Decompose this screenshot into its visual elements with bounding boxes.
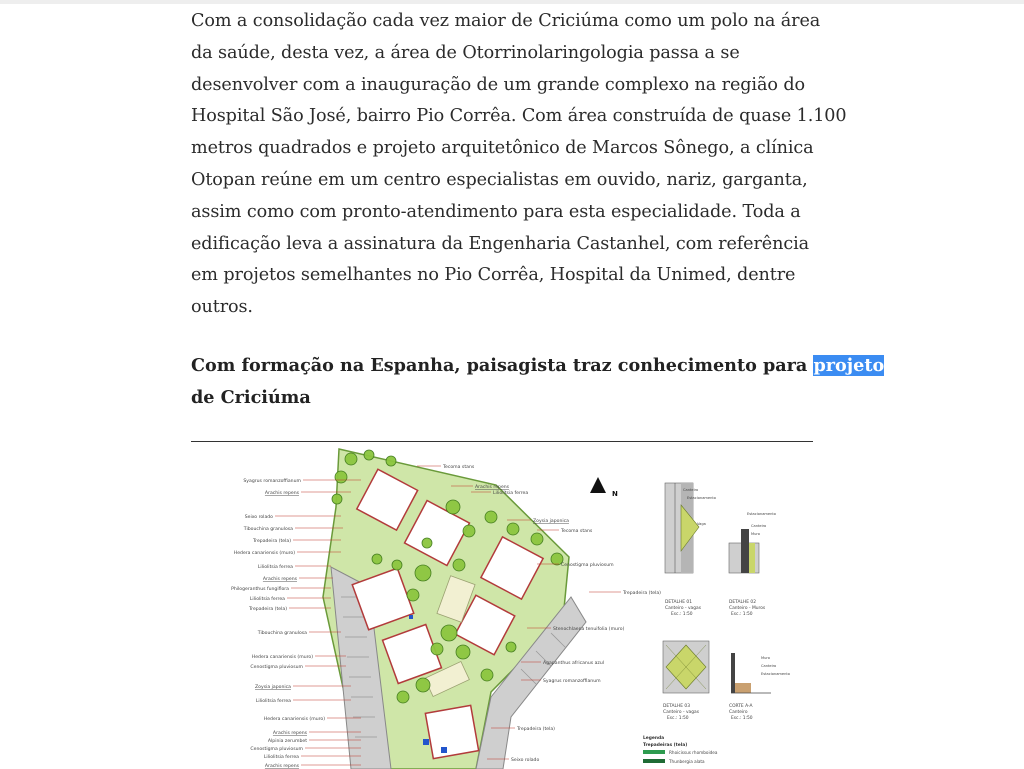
plant-label: Syagrus romanzoffianum	[543, 679, 601, 684]
legend-subtitle: Trepadeiras (tela)	[643, 743, 688, 748]
paragraph-line: edificação leva a assinatura da Engenharia Castanhel, com referência	[191, 233, 810, 254]
plant-label: Liliolitsia ferrea	[257, 565, 293, 570]
related-article-link[interactable]	[191, 350, 885, 414]
detail-scale: Esc.: 1:50	[667, 716, 689, 721]
plant-label: Tecoma stans	[561, 529, 593, 534]
note-label: Canteiro	[751, 524, 767, 528]
plant-label: Trepadeira (tela)	[623, 591, 661, 596]
note-label: Canteiro	[683, 488, 699, 492]
note-label: Estacionamento	[761, 672, 791, 676]
related-link-text: Com formação na Espanha, paisagista traz conhecimento para	[191, 355, 814, 376]
plant-label: Tecoma stans	[443, 465, 475, 470]
detail-title: DETALHE 03	[663, 704, 691, 709]
highlighted-word: projeto	[813, 355, 885, 376]
plant-label: Cenostigma pluviosum	[250, 665, 303, 670]
legend-swatch	[643, 750, 665, 754]
detail-title: DETALHE 02	[729, 600, 757, 605]
plant-label: Cenostigma pluviosum	[561, 563, 614, 568]
plant-label: Seixo rolado	[244, 515, 273, 520]
plant-label: Stenochlaena tenuifolia (muro)	[553, 627, 625, 632]
paragraph-line: assim como com pronto-atendimento para esta especialidade. Toda a	[191, 201, 801, 222]
north-label: N	[612, 490, 618, 498]
plant-label: Agapanthus africanus azul	[543, 661, 605, 666]
top-border	[0, 0, 1024, 4]
site-plan-drawing	[191, 447, 813, 769]
detail-subtitle: Canteiro	[729, 710, 748, 715]
legend-title: Legenda	[643, 736, 665, 741]
plant-label: Hedera canariensis (muro)	[233, 551, 295, 556]
plant-label: Syagrus romanzoffianum	[243, 479, 301, 484]
article-paragraph	[191, 6, 847, 324]
plant-label: Arachis repens	[264, 764, 299, 769]
plant-label: Alpinia zerumbet	[267, 739, 307, 744]
legend-item: Rhoicissus rhomboidea	[669, 750, 718, 755]
detail-title: DETALHE 01	[665, 600, 693, 605]
paragraph-line: Hospital São José, bairro Pio Corrêa. Com área construída de quase 1.100	[191, 106, 847, 127]
paragraph-line: outros.	[191, 297, 253, 318]
plant-label: Zoysia japonica	[533, 519, 569, 524]
detail-subtitle: Canteiro - Muros	[729, 606, 766, 611]
related-link-line-2: de Criciúma	[191, 386, 311, 408]
plant-label: Trepadeira (tela)	[253, 539, 291, 544]
plant-label: Liliolitsia ferrea	[493, 491, 529, 496]
note-label: Estacionamento	[687, 496, 717, 500]
plant-label: Zoysia japonica	[255, 685, 291, 690]
note-label: Estacionamento	[747, 512, 777, 516]
note-label: Muro	[761, 656, 770, 660]
related-link-line-1	[191, 350, 885, 382]
detail-subtitle: Canteiro - vagas	[663, 710, 700, 715]
detail-scale: Esc.: 1:50	[731, 716, 753, 721]
plant-label: Seixo rolado	[511, 758, 540, 763]
paragraph-line: Otopan reúne em um centro especialistas em ouvido, nariz, garganta,	[191, 169, 808, 190]
plant-label: Trepadeira (tela)	[517, 727, 555, 732]
plant-label: Hedera canariensis (muro)	[251, 655, 313, 660]
plant-label: Arachis repens	[475, 485, 510, 490]
legend-item: Thunbergia alata	[669, 759, 705, 764]
detail-subtitle: Canteiro - vagas	[665, 606, 702, 611]
plant-label: Arachis repens	[264, 491, 299, 496]
plant-label: Liliolitsia ferrea	[263, 755, 299, 760]
paragraph-line: da saúde, desta vez, a área de Otorrinolaringologia passa a se	[191, 42, 740, 63]
paragraph-line: em projetos semelhantes no Pio Corrêa, Hospital da Unimed, dentre	[191, 265, 796, 286]
landscape-plan-image	[191, 447, 813, 769]
plant-label: Tibouchina granulosa	[257, 631, 307, 636]
paragraph-line: desenvolver com a inauguração de um grande complexo na região do	[191, 74, 805, 95]
paragraph-line: Com a consolidação cada vez maior de Criciúma como um polo na área	[191, 11, 821, 31]
plant-label: Hedera canariensis (muro)	[263, 717, 325, 722]
detail-scale: Esc.: 1:50	[671, 612, 693, 617]
plant-label: Liliolitsia ferrea	[249, 597, 285, 602]
paragraph-line: metros quadrados e projeto arquitetônico de Marcos Sônego, a clínica	[191, 138, 814, 159]
legend-swatch	[643, 759, 665, 763]
plant-label: Trepadeira (tela)	[249, 607, 287, 612]
plant-label: Liliolitsia ferrea	[255, 699, 291, 704]
detail-scale: Esc.: 1:50	[731, 612, 753, 617]
note-label: Vaga	[697, 522, 706, 526]
plant-label: Philogeranthus fungiflora	[231, 587, 289, 592]
plant-label: Arachis repens	[262, 577, 297, 582]
plant-label: Cenostigma pluviosum	[250, 747, 303, 752]
note-label: Muro	[751, 532, 760, 536]
section-divider	[191, 441, 813, 442]
note-label: Canteiro	[761, 664, 777, 668]
detail-title: CORTE A-A	[729, 704, 753, 709]
article-body	[191, 6, 847, 324]
plant-label: Tibouchina granulosa	[243, 527, 293, 532]
plant-label: Arachis repens	[272, 731, 307, 736]
